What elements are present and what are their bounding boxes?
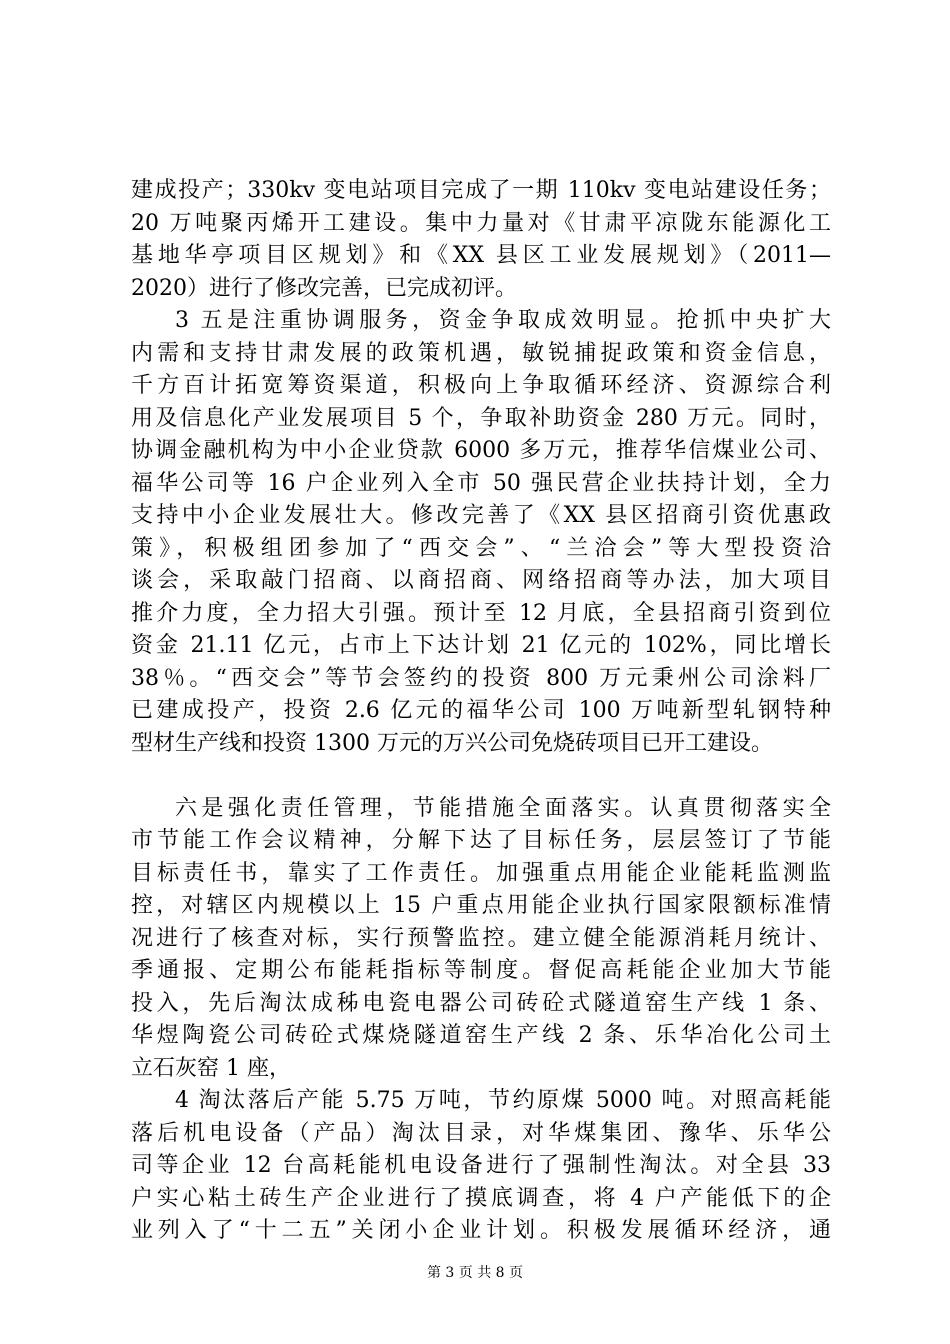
text-line: 目标责任书，靠实了工作责任。加强重点用能企业能耗监测监 bbox=[131, 860, 831, 886]
text-line: 司等企业 12 台高耗能机电设备进行了强制性淘汰。对全县 33 bbox=[131, 1153, 831, 1178]
text-line: 季通报、定期公布能耗指标等制度。督促高耗能企业加大节能 bbox=[131, 958, 831, 983]
text-line: 华煜陶瓷公司砖砼式煤烧隧道窑生产线 2 条、乐华冶化公司土 bbox=[131, 1023, 831, 1048]
text-line: 2020）进行了修改完善，已完成初评。 bbox=[131, 275, 517, 301]
text-line: 已建成投产，投资 2.6 亿元的福华公司 100 万吨新型轧钢特种 bbox=[131, 698, 831, 723]
text-line: 落后机电设备（产品）淘汰目录，对华煤集团、豫华、乐华公 bbox=[131, 1120, 831, 1146]
text-line: 福华公司等 16 户企业列入全市 50 强民营企业扶持计划，全力 bbox=[131, 470, 831, 496]
text-line: 况进行了核查对标，实行预警监控。建立健全能源消耗月统计、 bbox=[131, 925, 831, 951]
text-line: 谈会，采取敲门招商、以商招商、网络招商等办法，加大项目 bbox=[131, 568, 831, 593]
text-line: 20 万吨聚丙烯开工建设。集中力量对《甘肃平凉陇东能源化工 bbox=[131, 210, 831, 236]
body-text bbox=[131, 175, 831, 1248]
text-line: 六是强化责任管理，节能措施全面落实。认真贯彻落实全 bbox=[175, 795, 831, 821]
text-line: 业列入了“十二五”关闭小企业计划。积极发展循环经济，通 bbox=[131, 1218, 831, 1243]
text-line: 推介力度，全力招大引强。预计至 12 月底，全县招商引资到位 bbox=[131, 600, 831, 626]
text-line: 型材生产线和投资 1300 万元的万兴公司免烧砖项目已开工建设。 bbox=[131, 730, 773, 756]
page-footer: 第 3 页 共 8 页 bbox=[426, 1265, 524, 1281]
text-line: 内需和支持甘肃发展的政策机遇，敏锐捕捉政策和资金信息， bbox=[131, 340, 831, 366]
text-line: 支持中小企业发展壮大。修改完善了《XX 县区招商引资优惠政 bbox=[131, 503, 831, 528]
text-line: 基地华亭项目区规划》和《XX 县区工业发展规划》（2011— bbox=[131, 243, 831, 268]
text-line: 建成投产；330kv 变电站项目完成了一期 110kv 变电站建设任务； bbox=[131, 178, 831, 203]
text-line: 协调金融机构为中小企业贷款 6000 多万元，推荐华信煤业公司、 bbox=[131, 438, 831, 463]
text-line: 千方百计拓宽筹资渠道，积极向上争取循环经济、资源综合利 bbox=[131, 373, 831, 398]
text-line: 4 淘汰落后产能 5.75 万吨，节约原煤 5000 吨。对照高耗能 bbox=[175, 1088, 831, 1113]
text-line: 控，对辖区内规模以上 15 户重点用能企业执行国家限额标准情 bbox=[131, 893, 831, 918]
text-line: 户实心粘土砖生产企业进行了摸底调查，将 4 户产能低下的企 bbox=[131, 1185, 831, 1211]
text-line: 立石灰窑 1 座， bbox=[131, 1055, 291, 1081]
text-line: 38％。“西交会”等节会签约的投资 800 万元秉州公司涂料厂 bbox=[131, 665, 831, 691]
text-line: 资金 21.11 亿元，占市上下达计划 21 亿元的 102%，同比增长 bbox=[131, 633, 831, 658]
text-line: 3 五是注重协调服务，资金争取成效明显。抢抓中央扩大 bbox=[175, 308, 831, 333]
text-line: 用及信息化产业发展项目 5 个，争取补助资金 280 万元。同时， bbox=[131, 405, 831, 431]
text-line: 市节能工作会议精神，分解下达了目标任务，层层签订了节能 bbox=[131, 828, 831, 853]
paragraph-gap bbox=[131, 760, 831, 793]
text-line: 策》，积极组团参加了“西交会”、“兰洽会”等大型投资洽 bbox=[131, 535, 831, 561]
text-line: 投入，先后淘汰成秭电瓷电器公司砖砼式隧道窑生产线 1 条、 bbox=[131, 990, 831, 1016]
